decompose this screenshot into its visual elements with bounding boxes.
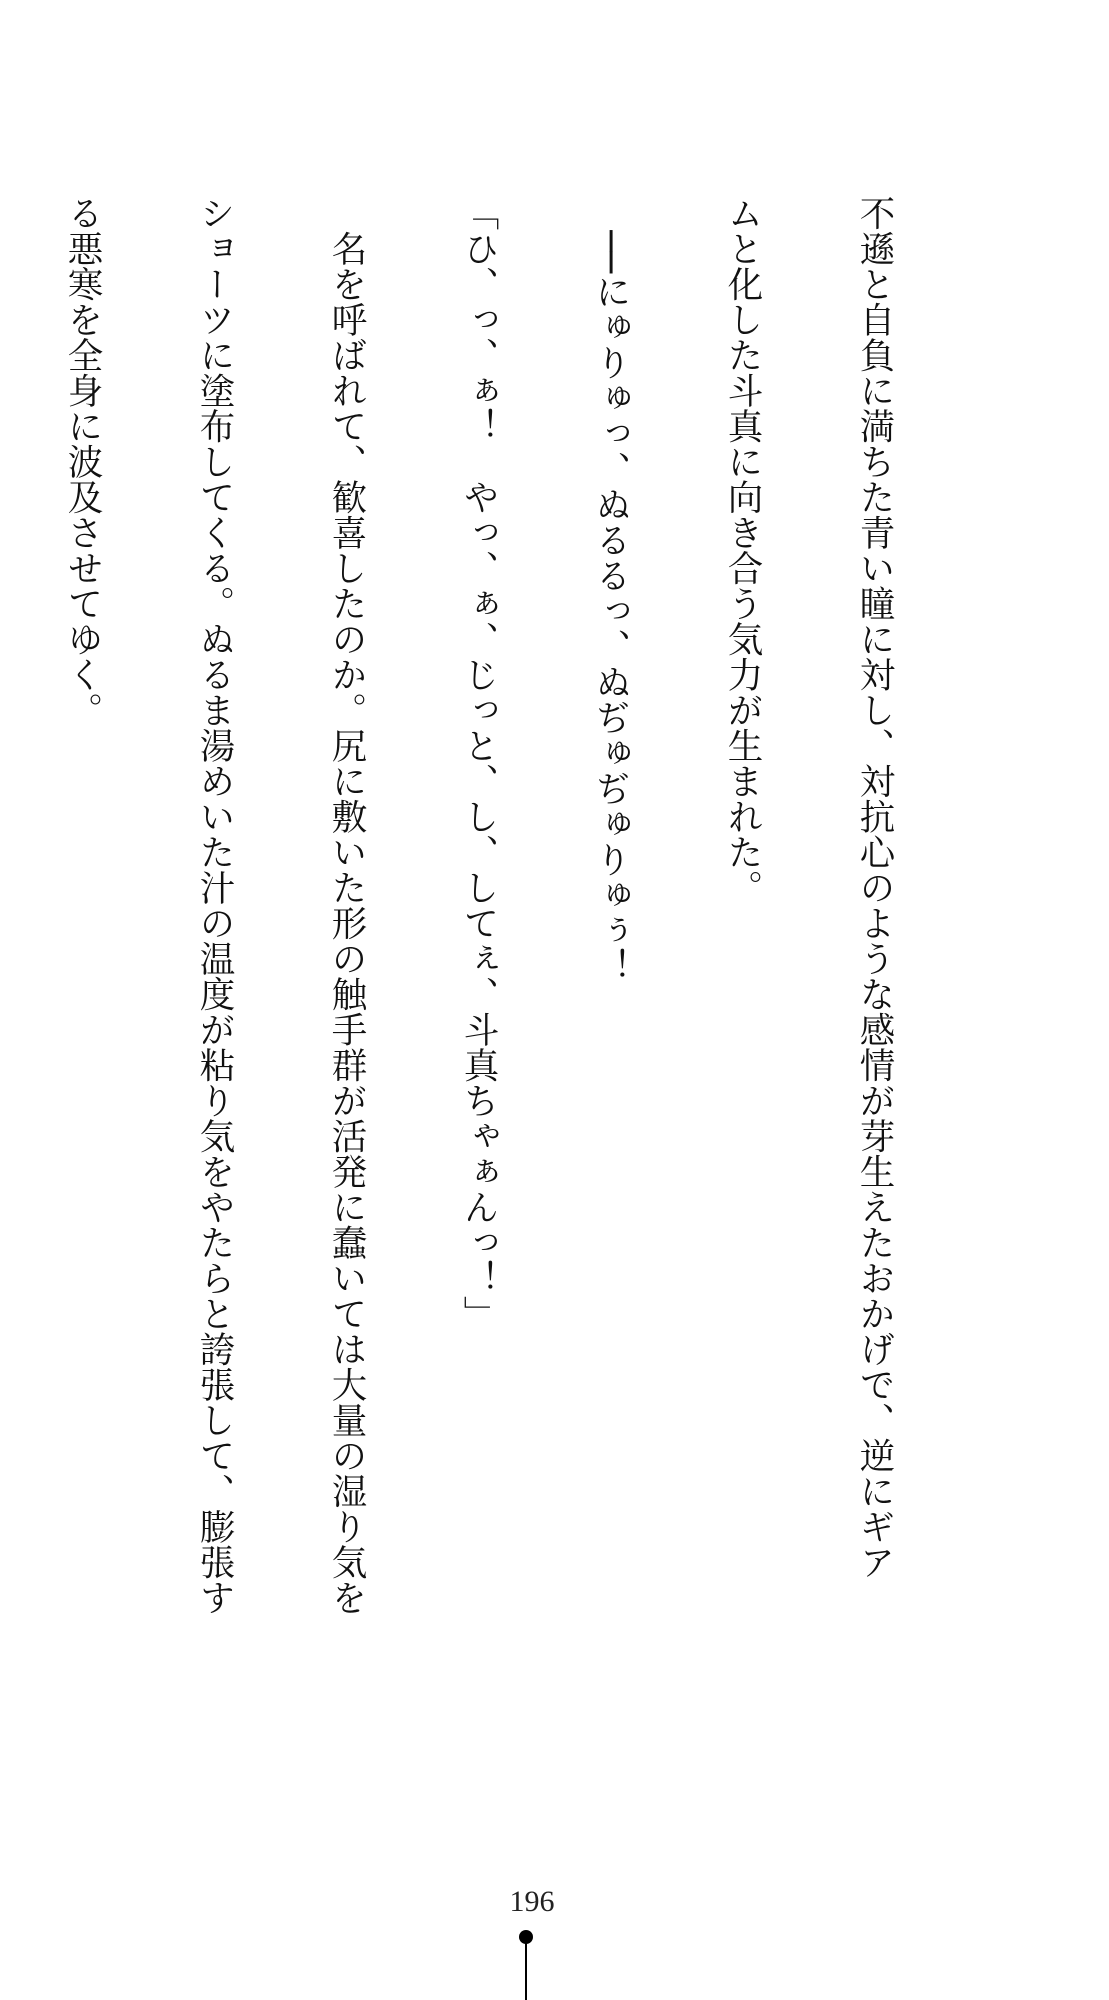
text-line: 「ひ、っ、ぁ！ やっ、ぁ、じっと、し、してぇ、斗真ちゃぁんっ！」 [458,195,499,1331]
text-line: ムと化した斗真に向き合う気力が生まれた。 [722,195,763,905]
text-line: ──にゅりゅっ、ぬるるっ、ぬぢゅぢゅりゅぅ！ [590,195,631,984]
page-number: 196 [509,1885,555,1918]
text-line: ショーツに塗布してくる。ぬるま湯めいた汁の温度が粘り気をやたらと誇張して、膨張す [194,195,235,1615]
page-marker-line [525,1942,527,2000]
text-line: る悪寒を全身に波及させてゆく。 [62,195,103,728]
text-line: 不遜と自負に満ちた青い瞳に対し、対抗心のような感情が芽生えたおかげで、逆にギア [854,195,895,1580]
vertical-text-body [0,195,984,1615]
text-line: 名を呼ばれて、歓喜したのか。尻に敷いた形の触手群が活発に蠢いては大量の湿り気を [326,195,367,1615]
